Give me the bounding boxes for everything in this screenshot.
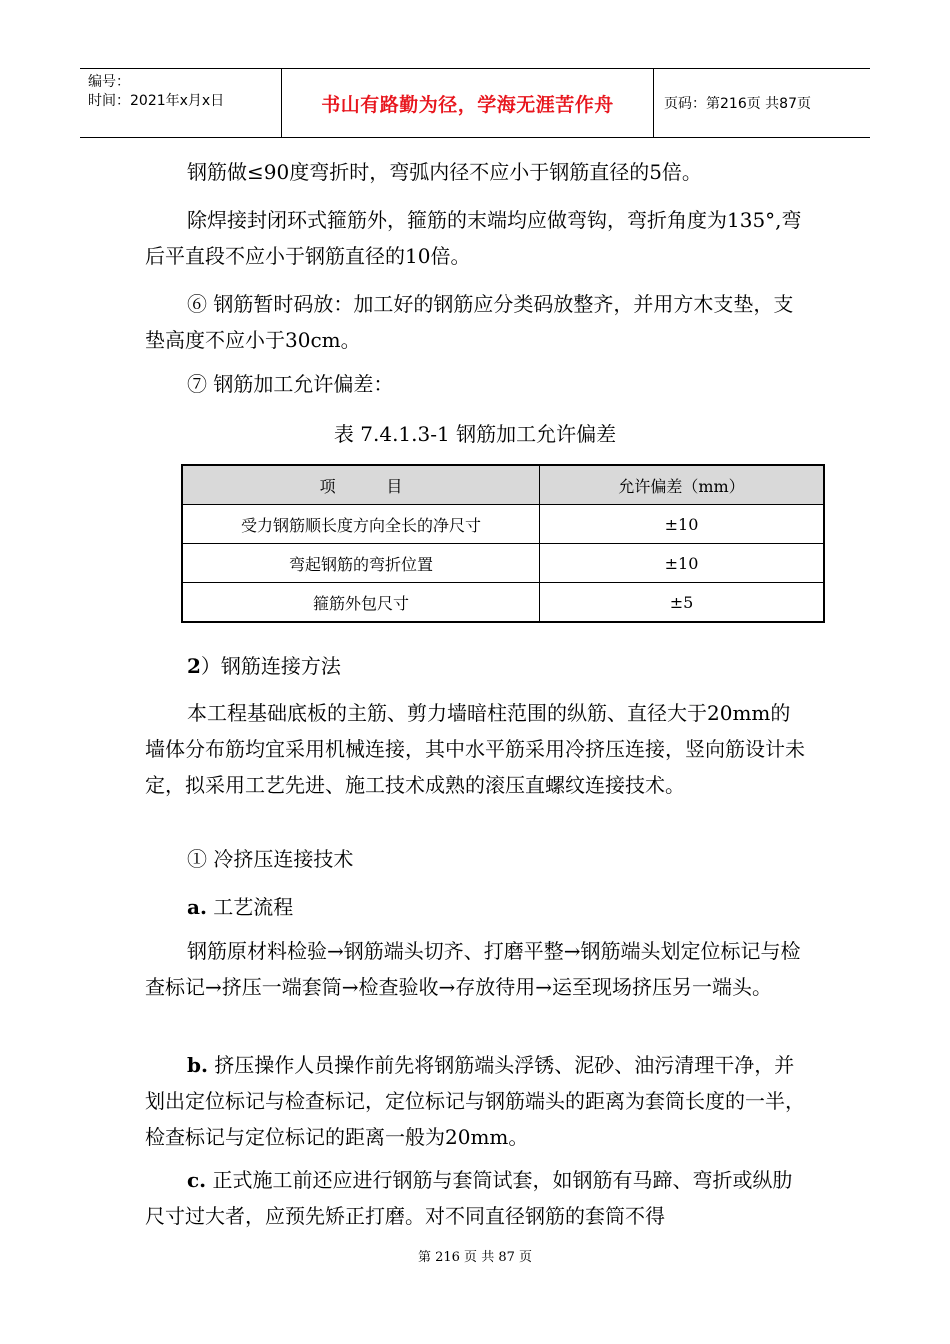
deviation-table [181,464,825,623]
paragraph-b-label: b. [187,1053,208,1077]
table-caption: 表 7.4.1.3-1 钢筋加工允许偏差 [333,422,617,446]
paragraph-c-text: 正式施工前还应进行钢筋与套筒试套，如钢筋有马蹄、弯折或纵肋尺寸过大者，应预先矫正打磨。对不同直径钢筋的套筒不得 [145,1168,793,1228]
header-number: 编号： [88,74,130,90]
table-cell-value: ±10 [540,544,825,583]
subheading-a-text: 工艺流程 [206,895,294,919]
paragraph-b-text: 挤压操作人员操作前先将钢筋端头浮锈、泥砂、油污清理干净，并划出定位标记与检查标记，定位标记与钢筋端头的距离为套筒长度的一半，检查标记与定位标记的距离一般为20mm。 [145,1053,805,1149]
header-motto: 书山有路勤为径，学海无涯苦作舟 [321,93,614,116]
table-header-item: 项 目 [182,465,540,505]
table-cell-item: 箍筋外包尺寸 [182,583,540,623]
table-row [182,544,824,583]
table-header-row [182,465,824,505]
paragraph-5: 本工程基础底板的主筋、剪力墙暗柱范围的纵筋、直径大于20mm的墙体分布筋均宜采用机械连接，其中水平筋采用冷挤压连接，竖向筋设计未定，拟采用工艺先进、施工技术成熟的滚压直螺纹连接技术。 [145,701,805,797]
paragraph-7: 钢筋原材料检验→钢筋端头切齐、打磨平整→钢筋端头划定位标记与检查标记→挤压一端套筒→检查验收→存放待用→运至现场挤压另一端头。 [145,939,801,999]
table-row [182,505,824,544]
header-page-info: 页码：第216页 共87页 [664,96,811,112]
paragraph-c [145,1162,807,1234]
paragraph-c-label: c. [187,1168,207,1192]
page-footer: 第 216 页 共 87 页 [417,1250,533,1265]
table-row [182,583,824,623]
subheading-a-label: a. [187,895,207,919]
table-cell-item: 受力钢筋顺长度方向全长的净尺寸 [182,505,540,544]
paragraph-1: 钢筋做≤90度弯折时，弯弧内径不应小于钢筋直径的5倍。 [187,160,702,184]
header-time: 时间：2021年x月x日 [88,93,225,109]
header-meta [80,69,282,137]
subheading-a [145,889,807,925]
table-header-deviation: 允许偏差（mm） [540,465,825,505]
section-heading [145,648,807,684]
table-cell-item: 弯起钢筋的弯折位置 [182,544,540,583]
section-heading-number: 2 [187,654,201,678]
paragraph-4: ⑦ 钢筋加工允许偏差： [187,372,394,396]
table-cell-value: ±5 [540,583,825,623]
paragraph-2: 除焊接封闭环式箍筋外，箍筋的末端均应做弯钩，弯折角度为135°,弯后平直段不应小于钢筋直径的10倍。 [145,208,802,268]
paragraph-6: ① 冷挤压连接技术 [187,847,354,871]
header-motto-cell [282,69,654,137]
paragraph-b [145,1047,807,1155]
section-heading-text: ）钢筋连接方法 [200,654,341,678]
page-header [80,68,870,138]
paragraph-3: ⑥ 钢筋暂时码放：加工好的钢筋应分类码放整齐，并用方木支垫，支垫高度不应小于30cm。 [145,292,794,352]
table-cell-value: ±10 [540,505,825,544]
